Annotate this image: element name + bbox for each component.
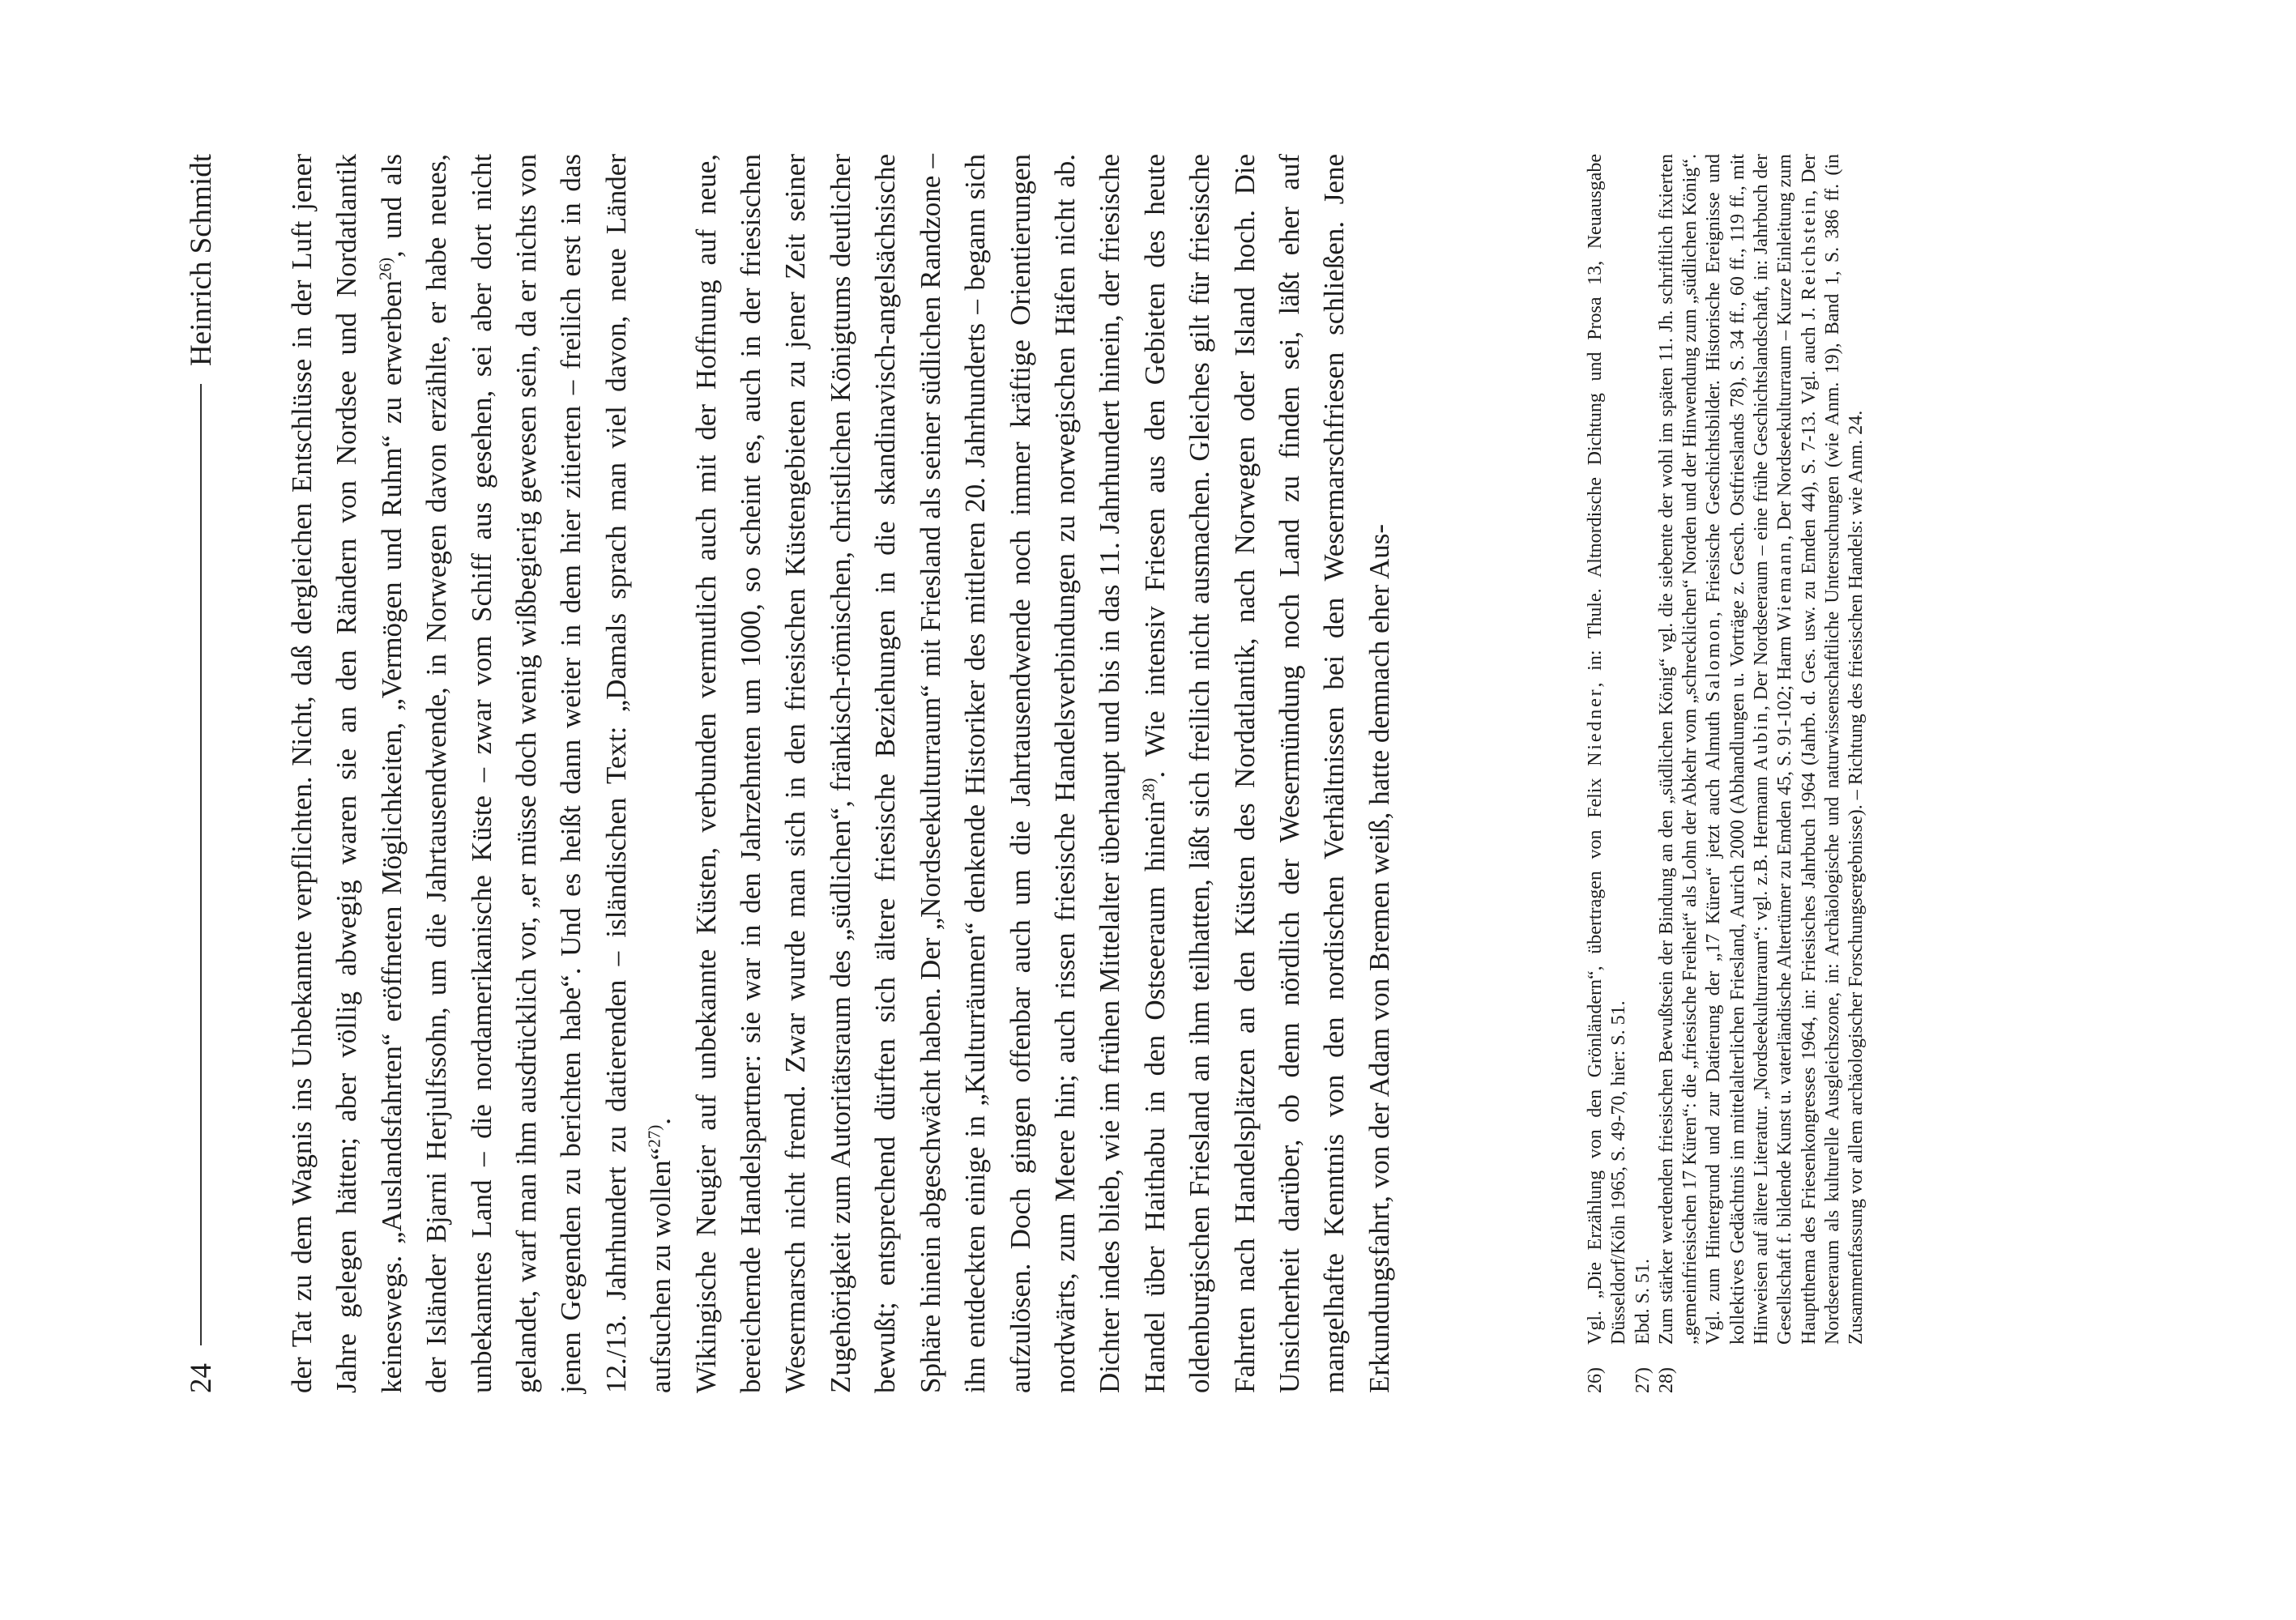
text-run: , Friesische Geschichtsbilder. Historische Ereignisse und kollektives Gedächtnis im mittelalterlichen Friesland, Aurich 2000 (Abhandlungen u. Vorträge z. Gesch. Ostfrieslands 78), S. 34 ff., 60 ff., 119 ff., mit Hinweisen auf ältere Literatur. „Nordseekulturraum“: vgl. z.B. Hermann xyxy=(1703,154,1773,1345)
text-run: der Tat zu dem Wagnis ins Unbekannte verpflichten. Nicht, daß dergleichen Entschlüsse in der Luft jener Jahre gelegen hätten; aber völlig abwegig waren sie an den Rändern von Nordsee und Nordatlantik keineswegs. „Auslandsfahrten“ eröffneten Möglichkeiten, „Vermögen und Ruhm“ zu erwerben xyxy=(286,154,408,1393)
footnotes xyxy=(1584,154,1869,1393)
header-rule xyxy=(200,384,202,1345)
author-name: Salomon xyxy=(1703,616,1725,702)
paragraph-2 xyxy=(684,154,1402,1393)
footnote-text xyxy=(1655,154,1869,1345)
footnote-ref-27: 27) xyxy=(644,1124,664,1148)
page-number: 24 xyxy=(184,1363,218,1393)
author-name: Niedner xyxy=(1585,687,1606,766)
running-head xyxy=(177,154,225,1393)
text-run: , Der Nordseekulturraum – Kurze Einleitung zum Hauptthema des Friesenkongresses 1964, in: Friesisches Jahrbuch 1964 (Jahrb. d. Ges. usw. zu Emden 44), S. 7-13. Vgl. auch J. xyxy=(1774,154,1820,1345)
text-run: , in: Thule. Altnordische Dichtung und Prosa 13, Neuausgabe Düsseldorf/Köln 1965, S. 49-70, hier: S. 51. xyxy=(1585,154,1630,1345)
footnote-ref-26: 26) xyxy=(375,257,395,280)
footnote-26 xyxy=(1584,154,1632,1393)
author-name: Wiemann xyxy=(1774,539,1796,632)
footnote-number: 28) xyxy=(1655,1367,1677,1393)
running-title: Heinrich Schmidt xyxy=(184,154,218,367)
text-run: , und als der Isländer Bjarni Herjulfssohn, um die Jahrtausendwende, in Norwegen davon erzählte, er habe neues, unbekanntes Land – die nordamerikanische Küste – zwar vom Schiff aus gesehen, sei aber dort nicht gelandet, warf man ihm ausdrücklich vor, „er müsse doch wenig wißbegierig gewesen sein, da er nichts von jenen Gegenden zu berichten habe“. Und es heißt dann weiter in dem hier zitierten – freilich erst in das 12./13. Jahrhundert zu datierenden – isländischen Text: „Damals sprach man viel davon, neue Länder aufsuchen zu wollen“ xyxy=(375,154,677,1393)
footnote-text xyxy=(1584,154,1632,1345)
text-run: Vgl. „Die Erzählung von den Grönländern“, übertragen von Felix xyxy=(1585,765,1606,1345)
footnote-ref-28: 28) xyxy=(1138,778,1159,801)
text-run: Zum stärker werdenden friesischen Bewußtsein der Bindung an den „südlichen König“ vgl. die siebente der wohl im späten 11. Jh. schriftlich fixierten „gemeinfriesischen 17 Küren“: die „friesische Freiheit“ als Lohn der Abkehr vom „schrecklichen“ Norden und der Hinwendung zum „südlichen König“. Vgl. zum Hintergrund und zur Datierung der „17 Küren“ jetzt auch Almuth xyxy=(1655,154,1725,1345)
text-run: , Der Nordseeraum – eine frühe Geschichtslandschaft, in: Jahrbuch der Gesellschaft f. bildende Kunst u. vaterländische Altertümer zu Emden 45, S. 91-102; Harm xyxy=(1751,154,1796,1345)
author-name: Reichstein xyxy=(1798,194,1820,301)
footnote-27 xyxy=(1632,154,1655,1393)
text-run: . Wie intensiv Friesen aus den Gebieten des heute oldenburgischen Friesland an ihm teilhatten, läßt sich freilich nicht ausmachen. Gleiches gilt für friesische Fahrten nach Handelsplätzen an den Küsten des Nordatlantik, nach Norwegen oder Island hoch. Die Unsicherheit darüber, ob denn nördlich der Wesermündung noch Land zu finden sei, läßt eher auf mangelhafte Kenntnis von den nordischen Verhältnissen bei den Wesermarschfriesen schließen. Jene Erkundungsfahrt, von der Adam von Bremen weiß, hatte demnach eher Aus- xyxy=(1138,154,1395,1393)
footnote-number: 26) xyxy=(1585,1367,1606,1393)
body-text xyxy=(280,154,1402,1393)
text-run: Wikingische Neugier auf unbekannte Küsten, verbunden vermutlich auch mit der Hoffnung auf neue, bereichernde Handelspartner: sie war in den Jahrzehnten um 1000, so scheint es, auch in der friesischen Wesermarsch nicht fremd. Zwar wurde man sich in den friesischen Küstengebieten zu jener Zeit seiner Zugehörigkeit zum Autoritätsraum des „südlichen“, fränkisch-römischen, christlichen Königtums deutlicher bewußt; entsprechend dürften sich ältere friesische Beziehungen in die skandinavisch-angelsächsische Sphäre hinein abgeschwächt haben. Der „Nordseekulturraum“ mit Friesland als seiner südlichen Randzone – ihn entdeckten einige in „Kulturräumen“ denkende Historiker des mittleren 20. Jahrhunderts – begann sich aufzulösen. Doch gingen offenbar auch um die Jahrtausendwende noch immer kräftige Orientierungen nordwärts, zum Meere hin; auch rissen friesische Handelsverbindungen zu norwegischen Häfen nicht ab. Dichter indes blieb, wie im frühen Mittelalter überhaupt und bis in das 11. Jahrhundert hinein, der friesische Handel über Haithabu in den Ostseeraum hinein xyxy=(689,154,1171,1393)
author-name: Aubin xyxy=(1751,710,1773,771)
paragraph-1 xyxy=(280,154,684,1393)
text-run: , Der Nordseeraum als kulturelle Ausgleichszone, in: Archäologische und naturwissenschaftliche Untersuchungen (wie Anm. 19), Band 1, S. 386 ff. (in Zusammenfassung vor allem archäologischer Forschungsergebnisse). – Richtung des friesischen Handels: wie Anm. 24. xyxy=(1798,153,1867,1345)
text-run: . xyxy=(645,1118,677,1125)
footnote-text: Ebd. S. 51. xyxy=(1632,1258,1654,1345)
footnote-number: 27) xyxy=(1632,1367,1654,1393)
footnote-28 xyxy=(1655,154,1869,1393)
